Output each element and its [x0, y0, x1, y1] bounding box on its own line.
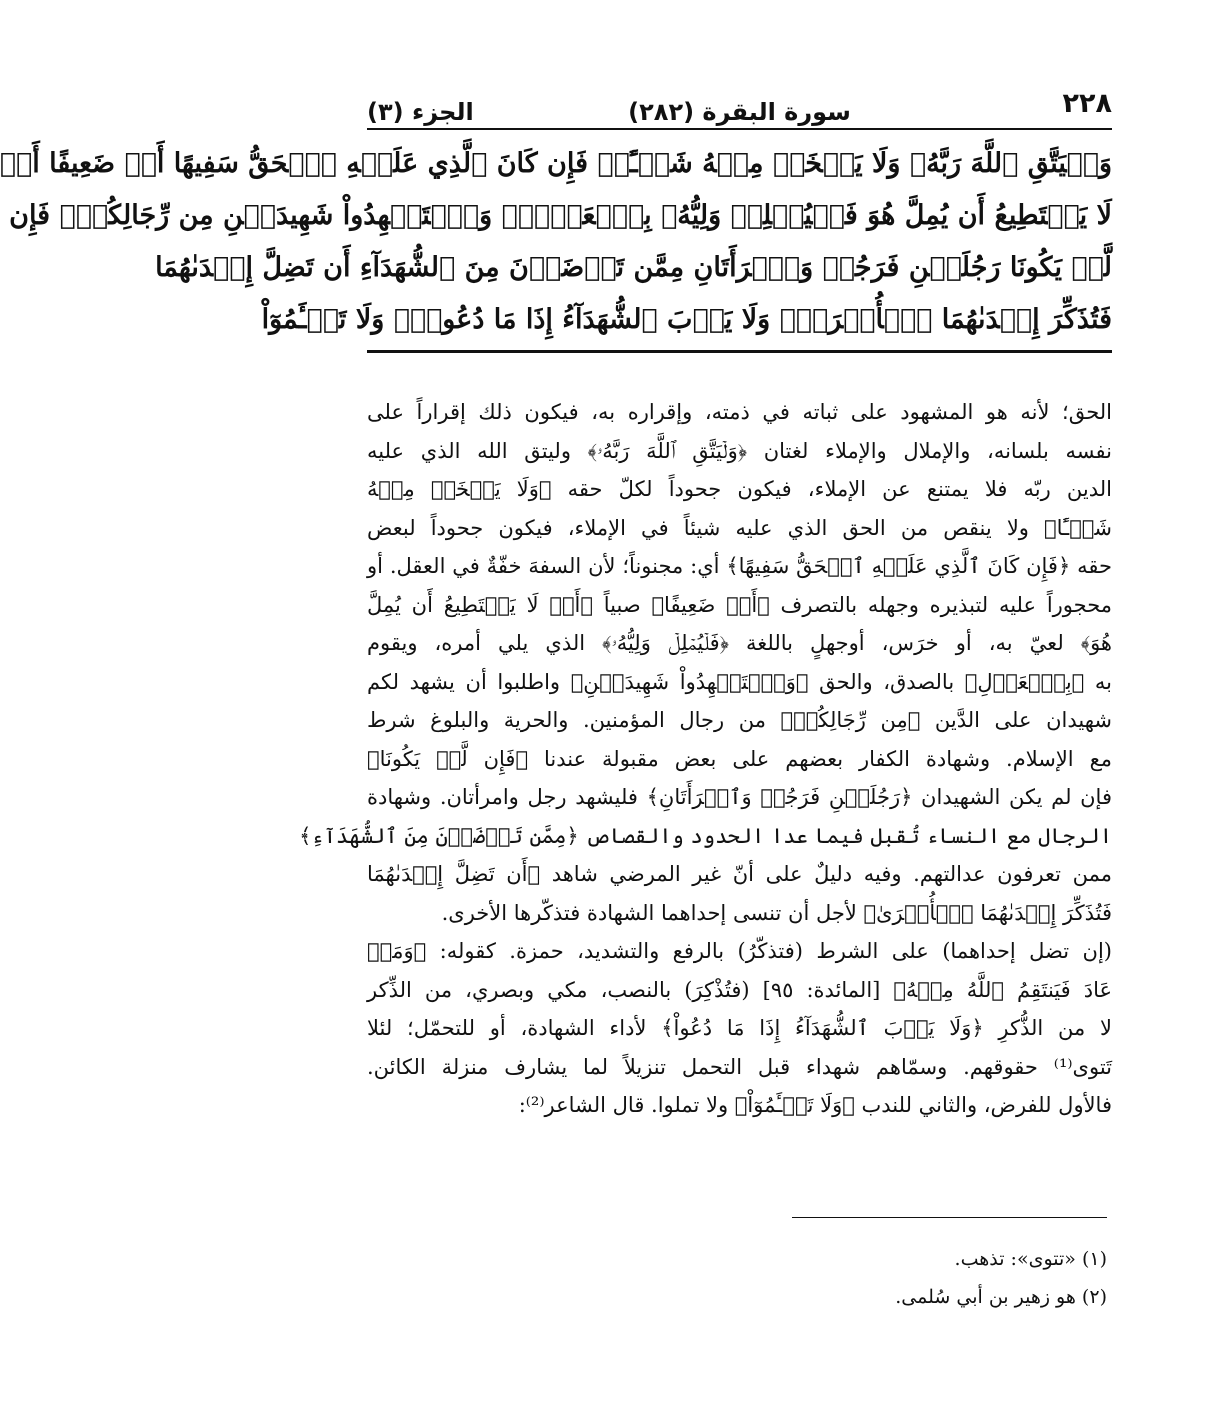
quran-line: لَّمۡ يَكُونَا رَجُلَيۡنِ فَرَجُلٞ وَٱمۡرَأَتَانِ مِمَّن تَرۡضَوۡنَ مِنَ ٱلشُّهَدَآءِ أَن تَضِلَّ إِحۡدَىٰهُمَا	[155, 252, 1112, 283]
commentary-line: الرجال مع النساء تُقبل فيما عدا الحدود والقصاص ﴿مِمَّن تَرۡضَوۡنَ مِنَ ٱلشُّهَدَآءِ﴾	[299, 823, 1112, 848]
commentary-line: مع الإسلام. وشهادة الكفار بعضهم على بعض مقبولة عندنا ﴿فَإِن لَّمۡ يَكُونَا﴾	[367, 746, 1112, 771]
footnotes	[362, 1240, 1107, 1316]
commentary-line: الدين ربّه فلا يمتنع عن الإملاء، فيكون جحوداً لكلّ حقه ﴿وَلَا يَبۡخَسۡ مِنۡهُ	[367, 477, 1112, 501]
commentary-line: لا من الذُّكرِ ﴿وَلَا يَأۡبَ ٱلشُّهَدَآءُ إِذَا مَا دُعُواْ﴾ لأداء الشهادة، أو للتحمّل؛ لئلا	[367, 1016, 1112, 1040]
commentary-line: عَادَ فَيَنتَقِمُ ٱللَّهُ مِنۡهُ﴾ [المائدة: ٩٥] (فتُذْكِرَ) بالنصب، مكي وبصري، من الذِّكر	[367, 977, 1112, 1002]
commentary-line: ممن تعرفون عدالتهم. وفيه دليلٌ على أنّ غير المرضي شاهد ﴿أَن تَضِلَّ إِحۡدَىٰهُمَا	[367, 862, 1112, 886]
commentary-text	[299, 393, 1112, 1125]
page-number: ٢٢٨	[1062, 88, 1112, 119]
commentary-line: محجوراً عليه لتبذيره وجهله بالتصرف ﴿أَوۡ ضَعِيفًا﴾ صبياً ﴿أَوۡ لَا يَسۡتَطِيعُ أَن يُمِلَّ	[367, 592, 1112, 617]
commentary-line: فَتُذَكِّرَ إِحۡدَىٰهُمَا ٱلۡأُخۡرَىٰ﴾ لأجل أن تنسى إحداهما الشهادة فتذكّرها الأخرى.	[441, 900, 1112, 925]
commentary-line: تَتوى⁽¹⁾ حقوقهم. وسمّاهم شهداء قبل التحمل تنزيلاً لما يشارف منزلة الكائن.	[367, 1054, 1112, 1079]
footnote-separator	[792, 1217, 1107, 1218]
footnote: (٢) هو زهير بن أبي سُلمى.	[895, 1286, 1107, 1308]
commentary-line: هُوَ﴾ لعيّ به، أو خرَس، أوجهلٍ باللغة ﴿فَلۡيُمۡلِلۡ وَلِيُّهُۥ﴾ الذي يلي أمره، ويقوم	[367, 631, 1112, 655]
commentary-line: حقه ﴿فَإِن كَانَ ٱلَّذِي عَلَيۡهِ ٱلۡحَقُّ سَفِيهًا﴾ أي: مجنوناً؛ لأن السفهَ خفّةٌ في العقل. أو	[367, 554, 1112, 578]
quran-verse-block	[0, 138, 1112, 353]
commentary-line: فإن لم يكن الشهيدان ﴿رَجُلَيۡنِ فَرَجُلٞ وَٱمۡرَأَتَانِ﴾ فليشهد رجل وامرأتان. وشهادة	[367, 785, 1112, 809]
commentary-line: نفسه بلسانه، والإملال والإملاء لغتان ﴿وَلۡيَتَّقِ ٱللَّهَ رَبَّهُۥ﴾ وليتق الله الذي عليه	[367, 438, 1112, 463]
commentary-line: (إن تضل إحداهما) على الشرط (فتذكّرُ) بالرفع والتشديد، حمزة. كقوله: ﴿وَمَنۡ	[367, 939, 1112, 963]
commentary-line: الحق؛ لأنه هو المشهود على ثباته في ذمته، وإقراره به، فيكون ذلك إقراراً على	[367, 400, 1112, 424]
commentary-line: فالأول للفرض، والثاني للندب ﴿وَلَا تَسۡـَٔمُوٓاْ﴾ ولا تملوا. قال الشاعر⁽²⁾:	[518, 1093, 1112, 1117]
quran-line: وَلۡيَتَّقِ ٱللَّهَ رَبَّهُۥ وَلَا يَبۡخَسۡ مِنۡهُ شَيۡـًٔاۚ فَإِن كَانَ ٱلَّذِي عَلَيۡهِ ٱلۡحَقُّ سَفِيهًا أَوۡ ضَعِيفًا أَوۡ	[0, 148, 1112, 179]
commentary-line: به ﴿بِٱلۡعَدۡلِ﴾ بالصدق، والحق ﴿وَٱسۡتَشۡهِدُواْ شَهِيدَيۡنِ﴾ واطلبوا أن يشهد لكم	[367, 669, 1112, 694]
commentary-line: شهيدان على الدَّين ﴿مِن رِّجَالِكُمۡ﴾ من رجال المؤمنين. والحرية والبلوغ شرط	[367, 708, 1112, 732]
commentary-line: شَيۡـًٔا﴾ ولا ينقص من الحق الذي عليه شيئاً في الإملاء، فيكون جحوداً لبعض	[367, 515, 1112, 540]
quran-line: فَتُذَكِّرَ إِحۡدَىٰهُمَا ٱلۡأُخۡرَىٰۚ وَلَا يَأۡبَ ٱلشُّهَدَآءُ إِذَا مَا دُعُواْۚ وَلَا تَسۡـَٔمُوٓاْ	[261, 304, 1112, 335]
quran-line: لَا يَسۡتَطِيعُ أَن يُمِلَّ هُوَ فَلۡيُمۡلِلۡ وَلِيُّهُۥ بِٱلۡعَدۡلِۚ وَٱسۡتَشۡهِدُواْ شَهِيدَيۡنِ مِن رِّجَالِكُمۡۖ فَإِن	[9, 200, 1112, 231]
page-header	[367, 82, 1112, 130]
juz-label: الجزء (٣)	[367, 98, 474, 126]
surah-title: سورة البقرة (٢٨٢)	[628, 98, 851, 126]
footnote: (١) «تتوى»: تذهب.	[954, 1248, 1107, 1270]
